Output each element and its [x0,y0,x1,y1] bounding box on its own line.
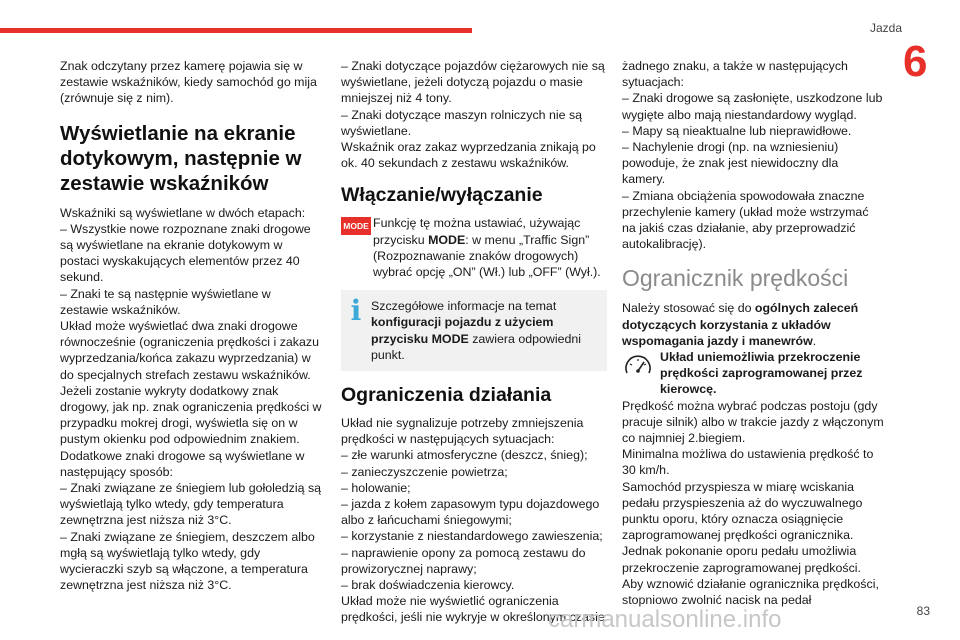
info-box [341,290,607,371]
page-number: 83 [916,604,930,618]
column-left [60,58,322,593]
paragraph: Jeżeli zostanie wykryty dodatkowy znak drogowy, jak np. znak ograniczenia prędkości w przypadku mokrej drogi, wyświetla się on w pustym okienku pod odpowiednim znakiem. [60,383,322,447]
paragraph: – Znaki dotyczące maszyn rolniczych nie są wyświetlane. [341,107,583,138]
list-item: – holowanie; [341,480,411,495]
heading-speed-limiter: Ogranicznik prędkości [622,265,849,292]
speed-limiter-statement: Układ uniemożliwia przekroczenie prędkości zaprogramowanej przez kierowcę. [660,350,863,397]
speed-limiter-icon [622,351,654,381]
paragraph: Układ może nie wyświetlić ograniczenia prędkości, jeśli nie wykryje w określonym czasie [341,594,605,625]
paragraph: Prędkość można wybrać podczas postoju (gdy pracuje silnik) albo w trakcie jazdy z włączonym co najmniej 2.biegiem. [622,398,884,446]
list-item: – złe warunki atmosferyczne (deszcz, śnieg); [341,448,588,463]
info-icon: i [350,294,362,328]
list-item: – Znaki drogowe są zasłonięte, uszkodzone lub wygięte albo mają niestandardowy wygląd. [622,91,883,122]
list-item: – brak doświadczenia kierowcy. [341,578,515,593]
heading-limitations: Ograniczenia działania [341,384,552,407]
mode-instruction [341,215,607,280]
chapter-number: 6 [903,37,928,86]
info-text: Szczegółowe informacje na temat konfiguracji pojazdu z użyciem przycisku MODE zawiera odpowiedni punkt. [371,299,582,362]
column-right [622,58,884,608]
section-title: Jazda [869,21,902,35]
recommendation-text: Należy stosować się do ogólnych zaleceń dotyczących korzystania z układów wspomagania jazdy i manewrów. [622,301,859,348]
paragraph: żadnego znaku, a także w następujących sytuacjach: [622,59,848,90]
column-middle [341,58,607,626]
paragraph: Aby wznowić działanie ogranicznika prędkości, stopniowo zwolnić nacisk na pedał [622,576,879,608]
paragraph: – Znaki związane ze śniegiem lub gołoledzią są wyświetlają tylko wtedy, gdy temperatura zewnętrzna jest niższa niż 3°C. [60,481,322,528]
paragraph: Układ może wyświetlać dwa znaki drogowe równocześnie (ograniczenia prędkości i zakazu wyprzedzania/końca zakazu wyprzedzania) w do specjalnych strefach zestawu wskaźników. [60,319,319,382]
list-item: – korzystanie z niestandardowego zawieszenia; [341,529,603,544]
paragraph: Jednak pokonanie oporu pedału umożliwia przekroczenie zaprogramowanej prędkości. [622,544,861,575]
mode-text: Funkcję tę można ustawiać, używając przycisku MODE: w menu „Traffic Sign” (Rozpoznawanie znaków drogowych) wybrać opcję „ON” (Wł.) lub „OFF” (Wył.). [373,216,601,280]
list-item: – Mapy są nieaktualne lub nieprawidłowe. [622,123,852,138]
paragraph: Dodatkowe znaki drogowe są wyświetlane w następujący sposób: [60,448,305,479]
watermark: carmanualsonline.info [548,606,782,633]
paragraph: Wskaźnik oraz zakaz wyprzedzania znikają po ok. 40 sekundach z zestawu wskaźników. [341,140,596,171]
heading-on-off: Włączanie/wyłączanie [341,184,543,207]
list-item: – Nachylenie drogi (np. na wzniesieniu) powoduje, że znak jest niewidoczny dla kamery. [622,140,839,187]
heading-display: Wyświetlanie na ekranie dotykowym, następnie w zestawie wskaźników [60,121,302,195]
list-item: – zanieczyszczenie powietrza; [341,464,508,479]
mode-button-icon: MODE [341,217,371,235]
speed-limiter-block [622,349,884,398]
paragraph: – Znaki dotyczące pojazdów ciężarowych nie są wyświetlane, jeżeli dotyczą pojazdu o masie mniejszej niż 4 tony. [341,59,605,106]
list-item: – Zmiana obciążenia spowodowała znaczne przechylenie kamery (układ może wstrzymać na jakiś czas działanie, aby przeprowadzić autokalibrację). [622,188,869,252]
paragraph: – Znaki związane ze śniegiem, deszczem albo mgłą są wyświetlają tylko wtedy, gdy wycieraczki szyb są włączone, a temperatura zewnętrzna jest niższa niż 3°C. [60,529,315,593]
intro-paragraph: Znak odczytany przez kamerę pojawia się w zestawie wskaźników, kiedy samochód go mija (zrównuje się z nim). [60,59,317,106]
list-item: – naprawienie opony za pomocą zestawu do prowizorycznej naprawy; [341,545,586,576]
paragraph: Układ nie sygnalizuje potrzeby zmniejszenia prędkości w następujących sytuacjach: [341,416,584,447]
paragraph: – Znaki te są następnie wyświetlane w zestawie wskaźników. [60,286,271,317]
paragraph: – Wszystkie nowe rozpoznane znaki drogowe są wyświetlane na ekranie dotykowym w postaci wyskakujących elementów przez 40 sekund. [60,221,311,285]
paragraph: Minimalna możliwa do ustawienia prędkość to 30 km/h. [622,447,874,478]
list-item: – jazda z kołem zapasowym typu dojazdowego albo z łańcuchami śniegowymi; [341,497,600,528]
paragraph: Samochód przyspiesza w miarę wciskania pedału przyspieszenia aż do wyczuwalnego punktu oporu, który oznacza osiągnięcie zaprogramowanej prędkości ogranicznika. [622,479,863,543]
header-accent-bar [0,28,472,33]
paragraph: Wskaźniki są wyświetlane w dwóch etapach: [60,205,306,220]
